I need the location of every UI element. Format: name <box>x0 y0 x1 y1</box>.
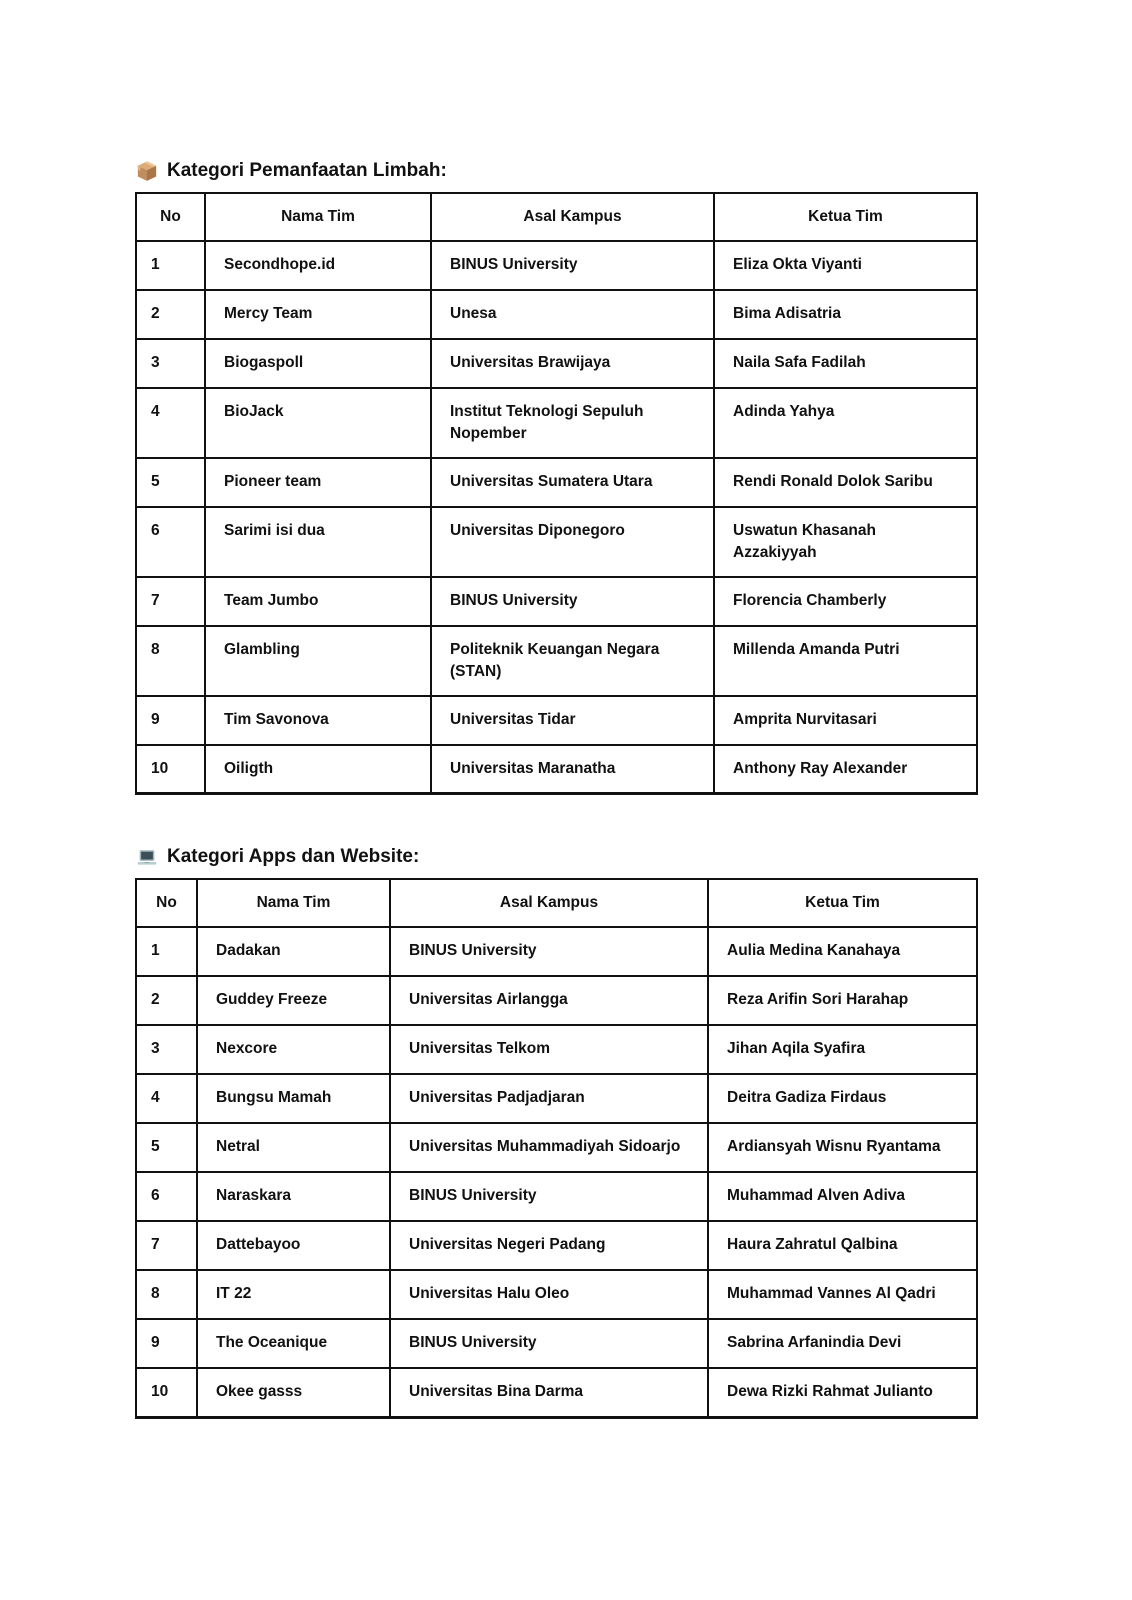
table-cell: Dewa Rizki Rahmat Julianto <box>708 1368 977 1417</box>
section-heading <box>136 846 976 869</box>
table-row <box>136 1123 977 1172</box>
table-header-row <box>136 879 977 927</box>
table-cell: 8 <box>136 1270 197 1319</box>
table-row <box>136 1172 977 1221</box>
table-cell: Universitas Negeri Padang <box>390 1221 708 1270</box>
table-cell: Politeknik Keuangan Negara (STAN) <box>431 626 714 696</box>
table-row <box>136 458 977 507</box>
column-header-no: No <box>136 193 205 241</box>
table-row <box>136 626 977 696</box>
table-cell: Ardiansyah Wisnu Ryantama <box>708 1123 977 1172</box>
table-cell: Netral <box>197 1123 390 1172</box>
table-cell: Bungsu Mamah <box>197 1074 390 1123</box>
table-cell: Jihan Aqila Syafira <box>708 1025 977 1074</box>
table-cell: Universitas Tidar <box>431 696 714 745</box>
table-cell: BINUS University <box>431 241 714 290</box>
table-cell: Adinda Yahya <box>714 388 977 458</box>
table-cell: BINUS University <box>431 577 714 626</box>
table-cell: Millenda Amanda Putri <box>714 626 977 696</box>
table-cell: Okee gasss <box>197 1368 390 1417</box>
table-row <box>136 507 977 577</box>
section-apps-dan-website <box>135 846 976 1418</box>
table-cell: 6 <box>136 1172 197 1221</box>
table-cell: 3 <box>136 1025 197 1074</box>
table-cell: The Oceanique <box>197 1319 390 1368</box>
table-cell: 6 <box>136 507 205 577</box>
table-cell: Eliza Okta Viyanti <box>714 241 977 290</box>
table-row <box>136 1074 977 1123</box>
section-heading <box>136 160 976 183</box>
table-cell: Aulia Medina Kanahaya <box>708 927 977 976</box>
table-cell: IT 22 <box>197 1270 390 1319</box>
column-header-nama-tim: Nama Tim <box>205 193 431 241</box>
table-cell: Muhammad Vannes Al Qadri <box>708 1270 977 1319</box>
column-header-nama-tim: Nama Tim <box>197 879 390 927</box>
table-cell: Mercy Team <box>205 290 431 339</box>
table-row <box>136 577 977 626</box>
table-row <box>136 241 977 290</box>
table-cell: Universitas Telkom <box>390 1025 708 1074</box>
table-cell: Institut Teknologi Sepuluh Nopember <box>431 388 714 458</box>
table-cell: Naila Safa Fadilah <box>714 339 977 388</box>
table-row <box>136 696 977 745</box>
table-cell: Haura Zahratul Qalbina <box>708 1221 977 1270</box>
table-cell: 4 <box>136 1074 197 1123</box>
table-row <box>136 976 977 1025</box>
table-cell: Universitas Sumatera Utara <box>431 458 714 507</box>
table-cell: Muhammad Alven Adiva <box>708 1172 977 1221</box>
table-header-row <box>136 193 977 241</box>
table-cell: 7 <box>136 1221 197 1270</box>
table-cell: Tim Savonova <box>205 696 431 745</box>
teams-table-pemanfaatan-limbah <box>135 192 978 796</box>
table-cell: Universitas Muhammadiyah Sidoarjo <box>390 1123 708 1172</box>
table-cell: Secondhope.id <box>205 241 431 290</box>
table-cell: Dadakan <box>197 927 390 976</box>
column-header-no: No <box>136 879 197 927</box>
table-cell: Universitas Bina Darma <box>390 1368 708 1417</box>
table-cell: Universitas Brawijaya <box>431 339 714 388</box>
table-cell: 2 <box>136 290 205 339</box>
section-pemanfaatan-limbah <box>135 160 976 795</box>
table-cell: Florencia Chamberly <box>714 577 977 626</box>
table-cell: 5 <box>136 1123 197 1172</box>
table-cell: 5 <box>136 458 205 507</box>
table-cell: Nexcore <box>197 1025 390 1074</box>
table-cell: Universitas Halu Oleo <box>390 1270 708 1319</box>
table-row <box>136 388 977 458</box>
table-row <box>136 1025 977 1074</box>
section-title: Kategori Apps dan Website: <box>167 846 420 868</box>
table-cell: Anthony Ray Alexander <box>714 745 977 794</box>
section-title: Kategori Pemanfaatan Limbah: <box>167 160 447 181</box>
table-cell: Universitas Diponegoro <box>431 507 714 577</box>
table-cell: Uswatun Khasanah Azzakiyyah <box>714 507 977 577</box>
table-cell: Universitas Padjadjaran <box>390 1074 708 1123</box>
table-cell: 10 <box>136 745 205 794</box>
column-header-asal-kampus: Asal Kampus <box>431 193 714 241</box>
table-cell: 9 <box>136 696 205 745</box>
table-cell: Amprita Nurvitasari <box>714 696 977 745</box>
table-cell: Dattebayoo <box>197 1221 390 1270</box>
table-cell: Glambling <box>205 626 431 696</box>
table-cell: Oiligth <box>205 745 431 794</box>
table-cell: Unesa <box>431 290 714 339</box>
package-icon <box>136 160 158 182</box>
table-row <box>136 927 977 976</box>
table-cell: Biogaspoll <box>205 339 431 388</box>
table-cell: Bima Adisatria <box>714 290 977 339</box>
table-cell: Universitas Airlangga <box>390 976 708 1025</box>
table-cell: Universitas Maranatha <box>431 745 714 794</box>
table-cell: Naraskara <box>197 1172 390 1221</box>
table-row <box>136 745 977 794</box>
table-cell: BINUS University <box>390 1172 708 1221</box>
table-cell: 3 <box>136 339 205 388</box>
table-cell: Sabrina Arfanindia Devi <box>708 1319 977 1368</box>
table-row <box>136 339 977 388</box>
table-row <box>136 1319 977 1368</box>
table-row <box>136 1368 977 1417</box>
table-cell: 4 <box>136 388 205 458</box>
table-row <box>136 1221 977 1270</box>
table-cell: 9 <box>136 1319 197 1368</box>
table-cell: 10 <box>136 1368 197 1417</box>
table-cell: Sarimi isi dua <box>205 507 431 577</box>
table-row <box>136 290 977 339</box>
table-cell: 8 <box>136 626 205 696</box>
table-cell: BINUS University <box>390 1319 708 1368</box>
table-row <box>136 1270 977 1319</box>
table-cell: 7 <box>136 577 205 626</box>
table-cell: Pioneer team <box>205 458 431 507</box>
column-header-ketua-tim: Ketua Tim <box>708 879 977 927</box>
teams-table-apps-dan-website <box>135 878 978 1419</box>
table-cell: Deitra Gadiza Firdaus <box>708 1074 977 1123</box>
table-cell: Guddey Freeze <box>197 976 390 1025</box>
table-cell: 1 <box>136 241 205 290</box>
column-header-asal-kampus: Asal Kampus <box>390 879 708 927</box>
table-cell: BioJack <box>205 388 431 458</box>
laptop-icon <box>136 847 158 869</box>
table-cell: Rendi Ronald Dolok Saribu <box>714 458 977 507</box>
table-cell: Reza Arifin Sori Harahap <box>708 976 977 1025</box>
table-cell: 1 <box>136 927 197 976</box>
column-header-ketua-tim: Ketua Tim <box>714 193 977 241</box>
table-cell: 2 <box>136 976 197 1025</box>
table-cell: Team Jumbo <box>205 577 431 626</box>
table-cell: BINUS University <box>390 927 708 976</box>
